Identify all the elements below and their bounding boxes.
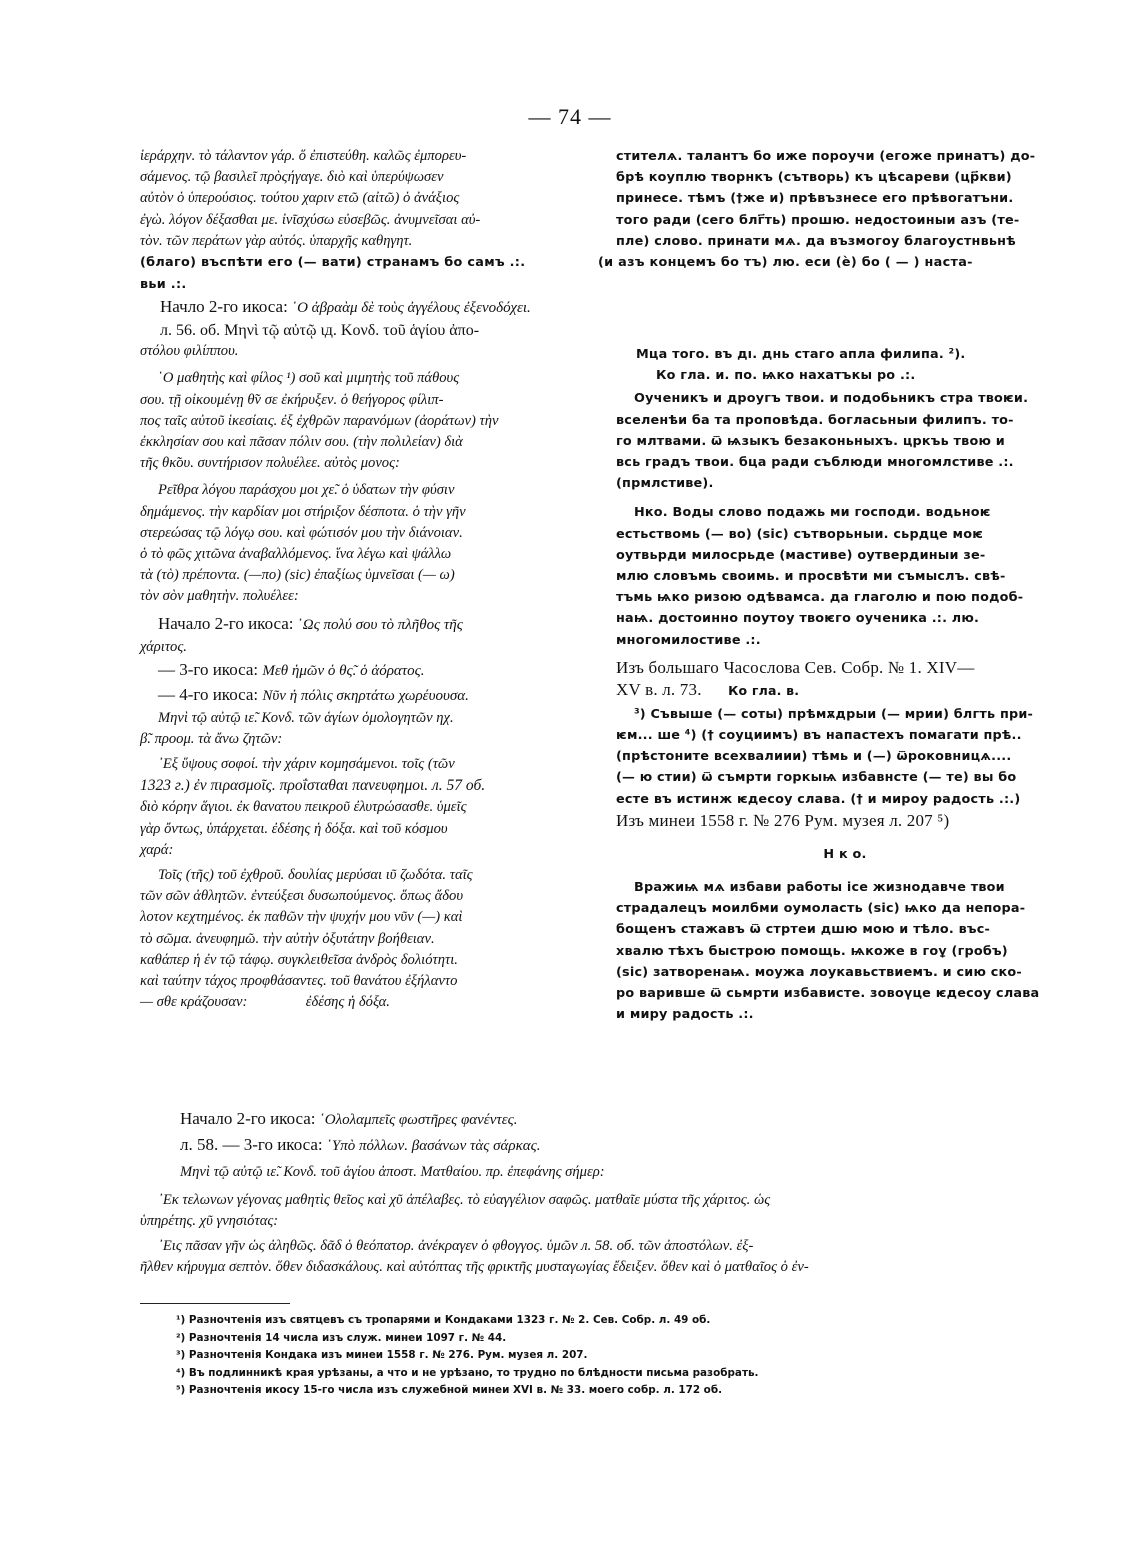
kondak-slavonic: Оученикъ и дроугъ твои. и подобьникъ стра твоѥи. вселенѣи ба та проповѣда. боглаcьныи филипъ. то- го млтвами. ѿ ѩзыкъ безаконьныхъ. цркъь твою и всь градъ твои. бца ради съблюди многомлстиве .:. (прмлстиве).: [616, 391, 1029, 492]
text-line: αὐτὸν ὁ ὑπερούσιος. τούτου χαριν ετῶ (αἰτῶ) ὁ ἀνάξιος: [140, 190, 460, 207]
ikos-heading-bottom-a: Начало 2-го икоса: ῾Ολολαμπεῖς φωστῆρες φανέντες.: [180, 1109, 518, 1128]
right-column-top: [616, 146, 1074, 252]
right-column-main: [616, 344, 1074, 1025]
text-line: ἐγὼ. λόγον δέξασθαι με. ἰνῖσχύσω εὐσεβῶς. ἀνυμνεῖσαι αὐ-: [140, 211, 481, 228]
right-heading-b: Ко гла. и. по. ѩко нахатъкы ро .:.: [656, 368, 916, 384]
ref-line: στόλου φιλίππου.: [140, 343, 239, 360]
spanning-tail: вьи .:.: [140, 277, 187, 292]
kondak-2: ᾿Εξ ὕψους σοφοί. τὴν χάριν κομησάμενοι. τοῖς (τῶν 1323 г.) ἐν πιρασμοῖς. προΐσταθαι πανευφημοι. л. 57 об. διὸ κόρην ἅγιοι. ἐκ θανατου πεικροῦ ἐλυτρώσασθε. ὑμεῖς γὰρ ὄντως, ὑπάρχεται. ἐδέσης ἡ δόξα. καὶ τοῦ κόσμου χαρά:: [140, 756, 486, 858]
text-line: стителѧ. талантъ бо иже пороучи (егоже принатъ) до-: [616, 149, 1036, 164]
ikos-2: Τοῖς (τῆς) τοῦ ἐχθροῦ. δουλίας μερύσαι ιῦ ζωδότα. ταῖς τῶν σῶν ἀθλητῶν. ἐντεύξεσι δυσωπούμενος. ὅπως ἄδου λοτον κεχτημένος. ἐκ παθῶν τὴν ψυχήν μου νῦν (—) καὶ τὸ σῶμα. ἀνευφημῶ. τὴν αὐτὴν ὀξυτάτην βοήθειαν. καθάπερ ἡ ἐν τῷ τάφῳ. συγκλειθεῖσα ἀνδρὸς δολιότητι. καὶ ταύτην τάχος προφθάσαντες. τοῦ θανάτου ἐξήλαντο — σθε κράζουσαν: ἐδέσης ἡ δόξα.: [140, 867, 473, 1011]
ikos-2-slavonic: Вражиѩ мѧ избави работы ісе жизнодавче твои страдалецъ моилбми оумоласть (sic) ѩко да непора- бощенъ стажавъ ѿ стртеи дшю мою и тѣло. въс- хвалю тѣхъ быстрою помощь. ѩкоже в гоұ (гробъ) (sic) затворенаѩ. моужа лоукавьствиемъ. и сию ско- ро варивше ѿ сьмрти избависте. зовоүце ѥдесоу слава и миру радость .:.: [616, 880, 1040, 1023]
ref-line-bottom: Μηνὶ τῷ αὐτῷ ιε̃. Κονδ. τοῦ ἁγίου ἀποστ. Ματθαίου. πρ. ἐπεφάνης σήμερ:: [180, 1164, 605, 1180]
footnote: ¹) Разночтенія изъ святцевъ съ тропарями и Кондаками 1323 г. № 2. Сев. Собр. л. 49 об.: [176, 1314, 711, 1326]
left-column-main: [140, 320, 598, 1013]
page-number: — 74 —: [528, 104, 612, 129]
footnote: ⁴) Въ подлинникѣ края урѣзаны, а что и не урѣзано, то трудно по блѣдности письма разобрать.: [176, 1366, 759, 1379]
right-heading-a: Мца того. въ дı. днь стаго апла филипа. ²).: [636, 347, 966, 362]
footnote-divider: [140, 1303, 290, 1304]
text-line: τὸν. τῶν περάτων γὰρ αὐτός. ὑπαρχῆς καθηγητ.: [140, 232, 413, 249]
footnote: ⁵) Разночтенія икосу 15-го числа изъ служебной минеи XVI в. № 33. моего собр. л. 172 об.: [176, 1384, 723, 1396]
text-line: ἱεράρχην. τὸ τάλαντον γάρ. ὅ ἐπιστεύθη. καλῶς ἐμπορευ-: [140, 148, 467, 164]
ikos-slavonic: Нко. Воды слово подажь ми господи. водьноѥ естьствомь (— во) (sic) сътворьныи. сьрдце моѥ оутвьрди милосрьде (мастиве) оутвердиныи зе- млю словъмь своимь. и просвѣти ми съмыслъ. свѣ- тъмь ѩко ризою одѣвамса. да глаголю и пою подоб- наѩ. достоинно поутоу твоѥго оученика .:. лю. многомилостиве .:.: [616, 505, 1024, 648]
left-column: [140, 146, 598, 252]
text-line: σάμενος. τῷ βασιλεῖ πρὸςήγαγε. διὸ καὶ ὑπερύψωσεν: [140, 169, 444, 186]
source-1b: XV в. л. 73. Ко гла. в.: [616, 679, 800, 699]
source-1: Изъ большаго Часослова Сев. Собр. № 1. XIV—: [616, 657, 975, 677]
text-line: принесе. тѣмъ (†же и) прѣвъзнесе его прѣвогатъни.: [616, 191, 1014, 207]
source-2: Изъ минеи 1558 г. № 276 Рум. музея л. 207 ⁵): [616, 810, 950, 830]
ikos: Ρεῖθρα λόγου παράσχου μοι χε̃. ὁ ὑδατων τὴν φύσιν δημάμενος. τὴν καρδίαν μοι στήριξον δέσποτα. ὁ τὴν γῆν στερεώσας τῷ λόγῳ σου. καὶ φώτισόν μου τὴν διάνοιαν. ὁ τὸ φῶς χιτῶνα ἀναβαλλόμενος. ἵνα λέγω καὶ ψάλλω τὰ (τὸ) πρέποντα. (—πο) (sic) ἐπαξίως ὑμνεῖσαι (— ω) τὸν σὸν μαθητὴν. πολυέλεε:: [140, 482, 466, 605]
text-line: пле) слово. принати мѧ. да възмогоу благоустнвьнѣ: [616, 233, 1016, 249]
text-line: того ради (сего блг҃ть) прошю. недостоиныи азъ (те-: [616, 212, 1020, 228]
text-line: брѣ коуплю творнкъ (сътворь) къ цѣсареви (цр҃кви): [616, 170, 1012, 186]
ikos-label: Н к о.: [823, 846, 867, 862]
ikos-heading-4: — 4-го икоса: Νῦν ἡ πόλις σκηρτάτω χωρέυουσα.: [158, 684, 469, 704]
ikos-bottom: ᾿Εις πᾶσαν γῆν ὡς ἀληθῶς. δᾶδ ὁ θεόπατορ. ἀνέκραγεν ὁ φθογγος. ὑμῶν л. 58. об. τῶν ἀποστόλων. ἐξ- ῆλθεν κήρυγμα σεπτὸν. ὅθεν διδασκάλους. καὶ αὐτόπτας τῆς φρικτῆς μυσταγωγίας ἔδειξεν. ὅθεν καὶ ὁ ματθαῖος ὁ ἐν-: [140, 1238, 809, 1276]
ref-line: л. 56. об. Μηνὶ τῷ αὐτῷ ιд. Κονδ. τοῦ ἁγίου ἀπο-: [160, 322, 480, 339]
ref-15: Μηνὶ τῷ αὐτῷ ιε̃. Κονδ. τῶν ἁγίων ὁμολογητῶν ηχ. β̃. προομ. τὰ ἄνω ζητῶν:: [140, 709, 454, 748]
ikos-heading: Начло 2-го икоса: ῾Ο ἀβραὰμ δὲ τοὺς ἀγγέλους ἐξενοδόχει.: [160, 297, 531, 316]
spanning-line: (благо) въспѣти его (— вати) странамъ бо самъ .:. (и азъ концемъ бо тъ) лю. еси (ѐ) бо ( — ) наста-: [140, 255, 973, 270]
ikos-heading-3: — 3-го икоса: Μεθ ἡμῶν ὁ θς̃. ὁ ἀόρατος.: [158, 659, 425, 679]
footnotes: [176, 1312, 1076, 1400]
footnote: ³) Разночтенія Кондака изъ минеи 1558 г. № 276. Рум. музея л. 207.: [176, 1349, 588, 1361]
kondak: ῾Ο μαθητὴς καὶ φίλος ¹) σοῦ καὶ μιμητὴς τοῦ πάθους σου. τῇ οἰκουμένῃ θ̃ν σε ἐκήρυξεν. ὁ θεήγορος φίλιπ- πος ταῖς αὐτοῦ ἱκεσίαις. ἐξ ἐχθρῶν παρανόμων (ἀοράτων) τὴν ἐκκλησίαν σου καὶ πᾶσαν πόλιν σου. (τὴν πολιλείαν) διὰ τῆς θκ̃ου. συντήρισον πολυέλεε. αὐτὸς μονος:: [140, 370, 499, 472]
kondak-bottom: ᾿Εκ τελωνων γέγονας μαθητὶς θεῖος καὶ χῦ ἀπέλαβες. τὸ εὐαγγέλιον σαφῶς. ματθαῖε μύστα τῆς χάριτος. ὡς ὑπηρέτης. χῦ γνησιότας:: [140, 1192, 771, 1230]
kondak-2-slavonic: ³) Съвыше (— соты) прѣмѫдрыи (— мрии) блгть при- ѥм... ше ⁴) († соуциимъ) въ напастехъ помагати прѣ.. (прѣстоните всехвалиии) тѣмь и (—) ѿроковницѧ.... (— ю стии) ѿ съмрти горкыѩ избавнсте (— те) вы бо есте въ истинж ѥдесоу слава. († и мироу радость .:.): [616, 706, 1034, 807]
ikos-heading-bottom-b: л. 58. — 3-го икоса: ῾Υπὸ πόλλων. βασάνων τὰς σάρκας.: [180, 1135, 541, 1154]
footnote: ²) Разночтенія 14 числа изъ служ. минеи 1097 г. № 44.: [176, 1331, 507, 1344]
ikos-heading-2: Начало 2-го икоса: ῾Ως πολύ σου τὸ πλῆθος τῆς χάριτος.: [140, 613, 463, 655]
